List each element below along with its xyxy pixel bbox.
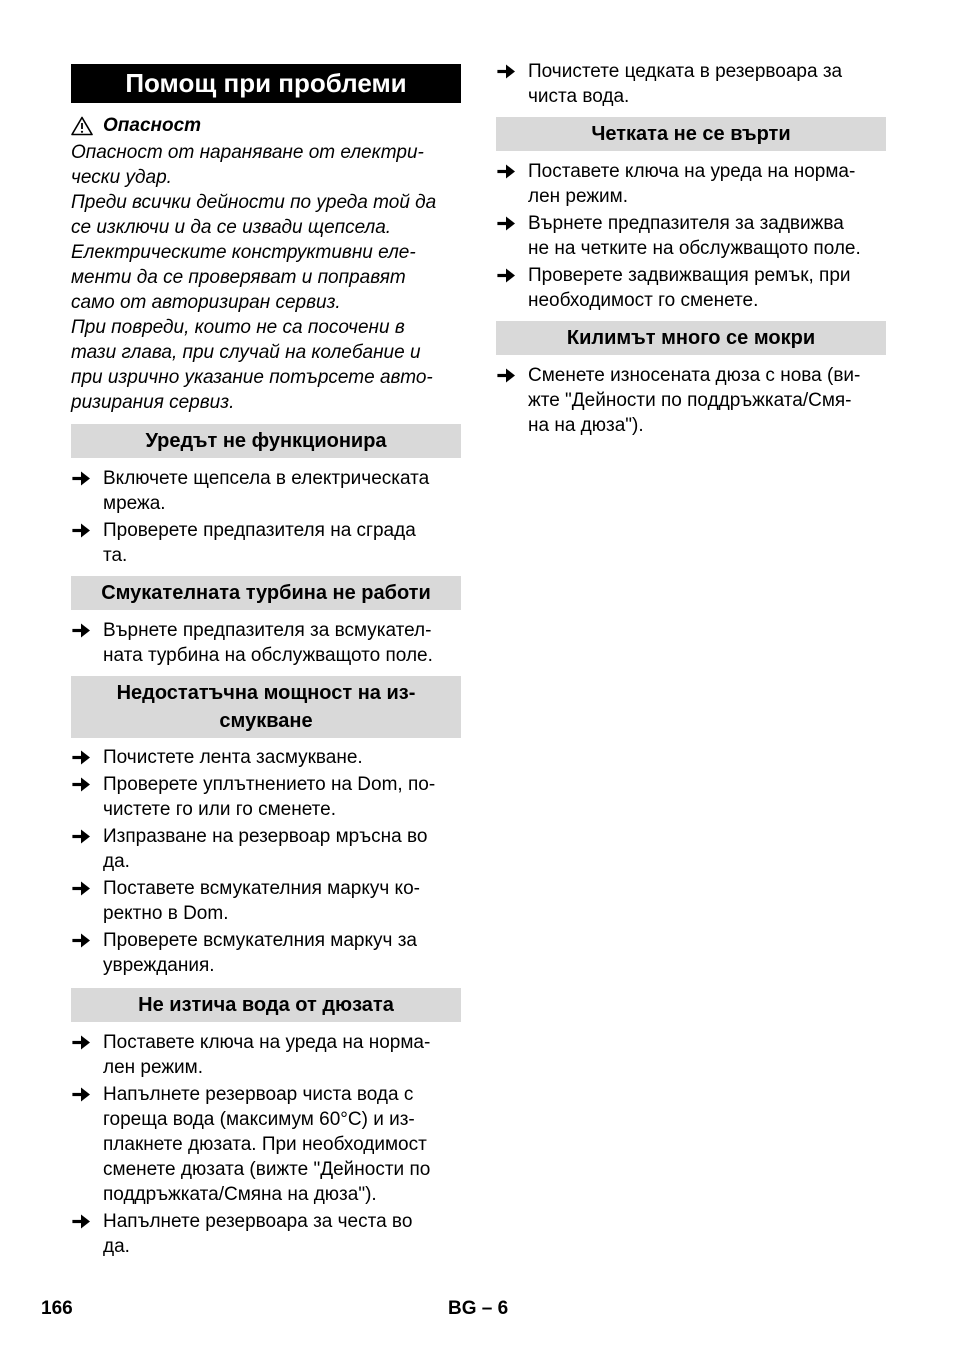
warning-body <box>71 140 463 415</box>
list-item-text: Почистете лента засмукване. <box>103 747 363 768</box>
warning-line: Преди всички дейности по уреда той да <box>71 192 437 213</box>
arrow-right-icon <box>71 518 93 543</box>
list-item-text: жте "Дейности по поддръжката/Смя- <box>528 390 852 411</box>
list-item-text: ректно в Dom. <box>103 903 229 924</box>
section-heading <box>71 988 461 1022</box>
list-item-text: увреждания. <box>103 955 215 976</box>
danger-warning <box>71 112 463 415</box>
list-item <box>496 159 886 209</box>
list-item-text: Сменете износената дюза с нова (ви- <box>528 365 861 386</box>
list-item-text: плакнете дюзата. При необходимост <box>103 1134 427 1155</box>
arrow-right-icon <box>496 211 518 236</box>
list-item-text: Почистете цедката в резервоара за <box>528 61 843 82</box>
warning-triangle-icon <box>71 116 93 136</box>
section-heading-line: смукване <box>219 710 313 732</box>
list-item <box>71 876 461 926</box>
section-heading-line: Недостатъчна мощност на из- <box>116 682 416 704</box>
list-item-text: сменете дюзата (вижте "Дейности по <box>103 1159 431 1180</box>
warning-line: ризирания сервиз. <box>71 392 235 413</box>
warning-line: менти да се проверяват и поправят <box>71 267 406 288</box>
page-title: Помощ при проблеми <box>71 64 461 103</box>
arrow-right-icon <box>71 1209 93 1234</box>
list-item-text: Включете щепсела в електрическата <box>103 468 430 489</box>
list-item-text: Върнете предпазителя за всмукател- <box>103 620 432 641</box>
list-item-text: необходимост го сменете. <box>528 290 759 311</box>
warning-line: само от авторизиран сервиз. <box>71 292 341 313</box>
list-item-text: чистете го или го сменете. <box>103 799 336 820</box>
section-heading <box>71 676 461 738</box>
arrow-right-icon <box>71 824 93 849</box>
warning-line: Електрическите конструктивни еле- <box>71 242 416 263</box>
list-item-text: Напълнете резервоара за честа во <box>103 1211 413 1232</box>
warning-line: Опасност от нараняване от електри- <box>71 142 424 163</box>
section-heading <box>71 424 461 458</box>
arrow-right-icon <box>71 772 93 797</box>
list-item <box>496 263 886 313</box>
list-item <box>71 928 461 978</box>
list-item <box>71 745 461 770</box>
list-item-text: да. <box>103 1236 130 1257</box>
list-item-text: на на дюза"). <box>528 415 644 436</box>
section-heading-line: Четката не се върти <box>591 123 791 145</box>
warning-heading-text: Опасност <box>103 115 202 136</box>
list-item-text: Проверете предпазителя на сграда <box>103 520 416 541</box>
list-item <box>71 618 461 668</box>
list-item <box>496 211 886 261</box>
list-item-text: Изпразване на резервоар мръсна во <box>103 826 428 847</box>
list-item-text: да. <box>103 851 130 872</box>
warning-line: чески удар. <box>71 167 172 188</box>
list-item-text: чиста вода. <box>528 86 630 107</box>
section-page-label: BG – 6 <box>448 1298 509 1319</box>
arrow-right-icon <box>71 1030 93 1055</box>
list-item <box>496 59 886 109</box>
warning-line: при изрично указание потърсете авто- <box>71 367 433 388</box>
list-item-text: лен режим. <box>528 186 629 207</box>
arrow-right-icon <box>496 263 518 288</box>
warning-line: тази глава, при случай на колебание и <box>71 342 421 363</box>
list-item-text: ната турбина на обслужващото поле. <box>103 645 433 666</box>
section-heading <box>496 321 886 355</box>
section-heading-line: Килимът много се мокри <box>566 327 816 349</box>
arrow-right-icon <box>71 745 93 770</box>
list-item-text: Върнете предпазителя за задвижва <box>528 213 844 234</box>
list-item-text: Поставете всмукателния маркуч ко- <box>103 878 420 899</box>
arrow-right-icon <box>496 159 518 184</box>
list-item <box>71 1082 461 1207</box>
list-item-text: мрежа. <box>103 493 166 514</box>
section-heading <box>71 576 461 610</box>
arrow-right-icon <box>71 618 93 643</box>
list-item-text: Проверете всмукателния маркуч за <box>103 930 417 951</box>
list-item <box>71 518 461 568</box>
list-item <box>71 824 461 874</box>
list-item <box>496 363 886 438</box>
list-item-text: гореща вода (максимум 60°C) и из- <box>103 1109 415 1130</box>
arrow-right-icon <box>496 59 518 84</box>
list-item-text: Поставете ключа на уреда на норма- <box>103 1032 431 1053</box>
section-heading <box>496 117 886 151</box>
list-item-text: не на четките на обслужващото поле. <box>528 238 861 259</box>
warning-line: се изключи и да се извади щепсела. <box>71 217 392 238</box>
list-item-text: Поставете ключа на уреда на норма- <box>528 161 856 182</box>
arrow-right-icon <box>71 1082 93 1107</box>
arrow-right-icon <box>71 876 93 901</box>
warning-line: При повреди, които не са посочени в <box>71 317 405 338</box>
list-item <box>71 1030 461 1080</box>
section-heading-line: Не изтича вода от дюзата <box>138 994 394 1016</box>
arrow-right-icon <box>71 466 93 491</box>
list-item-text: Проверете задвижващия ремък, при <box>528 265 851 286</box>
list-item-text: та. <box>103 545 128 566</box>
list-item-text: Напълнете резервоар чиста вода с <box>103 1084 414 1105</box>
section-heading-line: Смукателната турбина не работи <box>101 582 431 604</box>
list-item-text: лен режим. <box>103 1057 204 1078</box>
list-item-text: Проверете уплътнението на Dom, по- <box>103 774 436 795</box>
list-item <box>71 466 461 516</box>
section-heading-line: Уредът не функционира <box>145 430 387 452</box>
warning-heading <box>71 112 463 140</box>
list-item-text: поддръжката/Смяна на дюза"). <box>103 1184 377 1205</box>
arrow-right-icon <box>71 928 93 953</box>
arrow-right-icon <box>496 363 518 388</box>
list-item <box>71 1209 461 1259</box>
list-item <box>71 772 461 822</box>
page-number: 166 <box>41 1298 73 1319</box>
